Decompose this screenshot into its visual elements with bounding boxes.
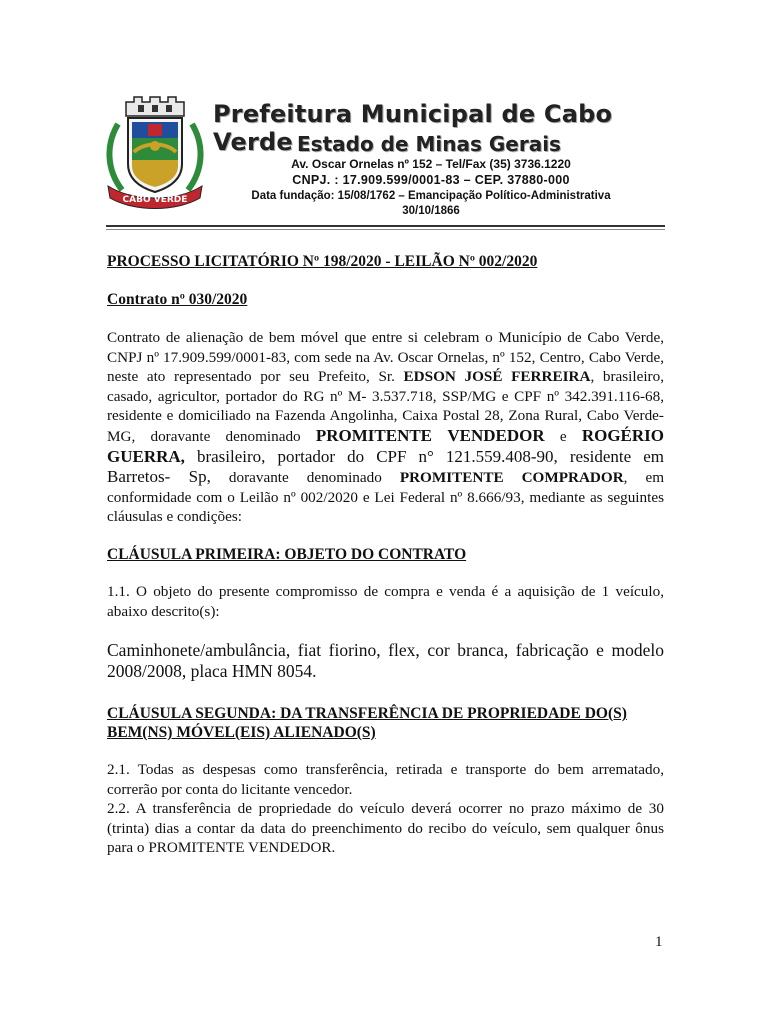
- contract-heading: Contrato nº 030/2020: [107, 291, 248, 308]
- page-number: 1: [655, 934, 663, 950]
- buyer-label: PROMITENTE COMPRADOR: [399, 469, 624, 487]
- coat-of-arms-icon: [104, 94, 206, 212]
- clause-1-item: 1.1. O objeto do presente compromisso de compra e venda é a aquisição de 1 veículo, abaixo descrito(s):: [107, 583, 664, 620]
- mayor-name: EDSON JOSÉ FERREIRA: [403, 368, 591, 386]
- buyer-name: ROGÉRIO GUERRA,: [107, 425, 664, 466]
- vehicle-description: Caminhonete/ambulância, fiat fiorino, flex, cor branca, fabricação e modelo 2008/2008, placa HMN 8054.: [107, 640, 664, 681]
- seller-label: PROMITENTE VENDEDOR: [315, 425, 545, 445]
- header-divider-thin: [106, 229, 665, 230]
- process-heading: PROCESSO LICITATÓRIO Nº 198/2020 - LEILÃO Nº 002/2020: [107, 253, 538, 270]
- svg-text:CABO VERDE: CABO VERDE: [122, 195, 188, 205]
- intro-text-6: , em conformidade com o Leilão nº 002/2020 e Lei Federal nº 8.666/93, mediante as seguintes cláusulas e condições:: [107, 469, 665, 526]
- buyer-details: brasileiro, portador do CPF n° 121.559.408-90, residente em Barretos- Sp,: [107, 446, 664, 487]
- founding-line: Data fundação: 15/08/1762 – Emancipação Político-Administrativa: [251, 190, 611, 202]
- clause-2-heading: CLÁUSULA SEGUNDA: DA TRANSFERÊNCIA DE PROPRIEDADE DO(S) BEM(NS) MÓVEL(EIS) ALIENADO(S): [107, 705, 627, 741]
- header-divider: [106, 225, 665, 227]
- clause-2-item-2: 2.2. A transferência de propriedade do veículo deverá ocorrer no prazo máximo de 30 (trinta) dias a contar da data do preenchimento do recibo do veículo, sem qualquer ônus para o PROMITENTE VENDEDOR.: [107, 800, 664, 857]
- clause-2-item-1: 2.1. Todas as despesas como transferência, retirada e transporte do bem arrematado, correrão por conta do licitante vencedor.: [107, 761, 664, 798]
- intro-text-5: doravante denominado: [210, 469, 400, 487]
- clause-1-heading: CLÁUSULA PRIMEIRA: OBJETO DO CONTRATO: [107, 546, 467, 563]
- state-title: Estado de Minas Gerais: [297, 132, 561, 156]
- municipality-title: Prefeitura Municipal de Cabo Verde: [213, 100, 613, 156]
- intro-text-2: , brasileiro, casado, agricultor, portador do RG nº M- 3.537.718, SSP/MG e CPF nº 342.391.116-68, residente e domiciliado na Fazenda Angolinha, Caixa Postal 28, Zona Rural, Cabo Verde-MG, doravante denominado: [107, 368, 665, 445]
- address-line: Av. Oscar Ornelas nº 152 – Tel/Fax (35) 3736.1220: [291, 157, 571, 171]
- cnpj-line: CNPJ. : 17.909.599/0001-83 – CEP. 37880-000: [292, 173, 570, 187]
- intro-paragraph: [107, 328, 664, 527]
- intro-text-3: e: [544, 427, 582, 445]
- intro-text-1: Contrato de alienação de bem móvel que entre si celebram o Município de Cabo Verde, CNPJ nº 17.909.599/0001-83, com sede na Av. Oscar Ornelas, nº 152, Centro, Cabo Verde, neste ato representado por seu Prefeito, Sr.: [107, 329, 664, 386]
- emancipation-date: 30/10/1866: [402, 205, 460, 217]
